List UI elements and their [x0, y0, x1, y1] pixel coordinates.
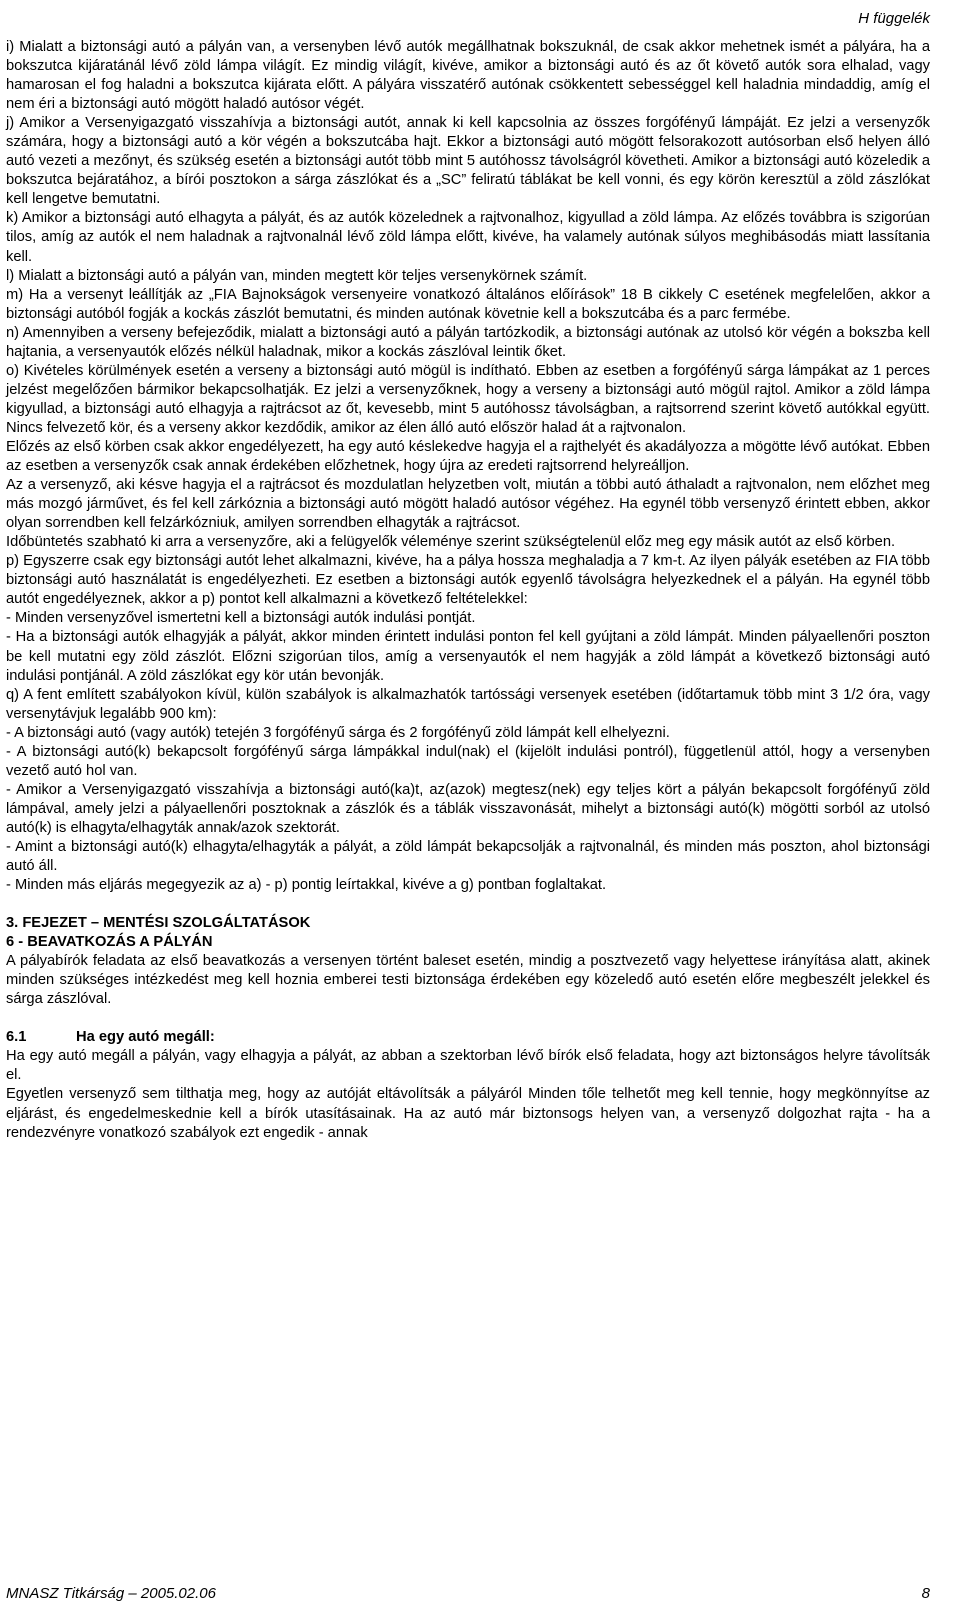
section-title: Ha egy autó megáll: [76, 1029, 215, 1046]
list-item: - A biztonsági autó(k) bekapcsolt forgófényű sárga lámpákkal indul(nak) el (kijelölt indulási pontról), függetlenül attól, hogy a versenyben vezető autó hol van. [6, 743, 930, 779]
footer-publisher: MNASZ Titkárság – 2005.02.06 [6, 1585, 216, 1602]
paragraph-time-penalty: Időbüntetés szabható ki arra a versenyzőre, aki a felügyelők véleménye szerint szükségtelenül előz meg egy másik autót az első körben. [6, 534, 896, 551]
page-number: 8 [921, 1585, 930, 1602]
document-body [6, 38, 930, 1143]
chapter-title: 3. FEJEZET – MENTÉSI SZOLGÁLTATÁSOK [6, 915, 311, 932]
paragraph-late-start: Az a versenyző, aki késve hagyja el a rajtrácsot és mozdulatlan helyzetben volt, miután a többi autó áthaladt a rajtvonalon, nem előzhet meg más mozgó járművet, és fel kell zárkóznia a biztonsági autó mögött haladó autósor végéhez. Ha egynél több versenyző érintett ebben, akkor olyan sorrendben kell felzárkózniuk, amilyen sorrendben elhagyták a rajtrácsot. [6, 477, 930, 532]
list-item: - Amint a biztonsági autó(k) elhagyta/elhagyták a pályát, a zöld lámpát bekapcsolják a rajtvonalnál, és minden más poszton, ahol biztonsági autó áll. [6, 838, 930, 875]
list-item: - Minden más eljárás megegyezik az a) - p) pontig leírtakkal, kivéve a g) pontban foglaltakat. [6, 877, 607, 894]
section-paragraph: Ha egy autó megáll a pályán, vagy elhagyja a pályát, az abban a szektorban lévő bírók első feladata, hogy azt biztonságos helyre távolítsák el. [6, 1048, 930, 1084]
paragraph-j: j) Amikor a Versenyigazgató visszahívja a biztonsági autót, annak ki kell kapcsolnia az összes forgófényű lámpáját. Ez jelzi a versenyzők számára, hogy a biztonsági autó a kör végén a bokszutcába hajt. Ekkor a biztonsági autó mögött felsorakozott autósorban első helyen álló autó vezeti a mezőnyt, és szükség esetén a biztonsági autót több mint 5 autóhossz távolságról követheti. Amikor a biztonsági autó közeledik a bokszutca bejáratához, a bírói posztokon a sárga zászlókat és a „SC” feliratú táblákat be kell vonni, és egy körön keresztül a zöld zászlókat kell lengetve bemutatni. [6, 115, 930, 208]
spacer [6, 895, 930, 914]
paragraph-m: m) Ha a versenyt leállítják az „FIA Bajnokságok versenyeire vonatkozó általános előírások” 18 B cikkely C esetének megfelelően, akkor a biztonsági autóból fogják a kockás zászlót bemutatni, és minden autónak követnie kell a bokszutcába és a parc fermébe. [6, 286, 930, 322]
paragraph-i: i) Mialatt a biztonsági autó a pályán van, a versenyben lévő autók megállhatnak bokszuknál, de csak akkor mehetnek ismét a pályára, ha a bokszutca kijáratánál lévő zöld lámpa világít. Ez mindig világít, kivéve, amikor a biztonsági autó és az őt követő autók sora elhalad, vagy hamarosan el fog haladni a bokszutca kijárata előtt. A pályára visszatérő autónak csökkentett sebességgel kell haladnia mindaddig, amíg el nem éri a biztonsági autó mögött haladó autósor végét. [6, 39, 930, 113]
section-heading [6, 1028, 930, 1047]
spacer [6, 1009, 930, 1028]
list-item: - Amikor a Versenyigazgató visszahívja a biztonsági autó(ka)t, az(azok) megtesz(nek) egy teljes kört a pályán bekapcsolt forgófényű zöld lámpával, amely jelzi a pályaellenőri posztoknak a zászlók és a táblák visszavonását, mihelyt a biztonsági autó(k) mögötti sorból az utolsó autó(k) is elhagyta/elhagyták annak/azok szektorát. [6, 781, 930, 836]
list-item: - A biztonsági autó (vagy autók) tetején 3 forgófényű sárga és 2 forgófényű zöld lámpát kell elhelyezni. [6, 724, 670, 741]
paragraph-q: q) A fent említett szabályokon kívül, külön szabályok is alkalmazhatók tartóssági versenyek esetében (időtartamuk több mint 3 1/2 óra, vagy versenytávjuk legalább 900 km): [6, 686, 930, 722]
paragraph-overtaking: Előzés az első körben csak akkor engedélyezett, ha egy autó késlekedve hagyja el a rajthelyét és akadályozza a mögötte lévő autókat. Ebben az esetben a versenyzők csak annak érdekében előzhetnek, hogy újra az eredeti rajtsorrend helyreálljon. [6, 438, 930, 475]
section-paragraph: Egyetlen versenyző sem tilthatja meg, hogy az autóját eltávolítsák a pályáról Minden tőle telhetőt meg kell tennie, hogy megkönnyítse az eljárást, és engedelmeskednie kell a bírók utasításainak. Ha az autó már biztonsogs helyen van, a versenyző dolgozhat rajta - ha a rendezvényre vonatkozó szabályok ezt engedik - annak [6, 1086, 930, 1141]
section-number: 6.1 [6, 1029, 27, 1046]
chapter-intro: A pályabírók feladata az első beavatkozás a versenyen történt baleset esetén, mindig a posztvezető vagy helyettese irányítása alatt, akinek minden szükséges intézkedést meg kell hoznia emberei testi biztonsága érdekében egy közeledő autó esetén előre megbeszélt jelekkel és sárga zászlóval. [6, 953, 930, 1008]
page-footer [6, 1585, 930, 1602]
list-item: - Minden versenyzővel ismertetni kell a biztonsági autók indulási pontját. [6, 610, 476, 627]
paragraph-l: l) Mialatt a biztonsági autó a pályán van, minden megtett kör teljes versenykörnek számít. [6, 267, 588, 284]
list-item: - Ha a biztonsági autók elhagyják a pályát, akkor minden érintett indulási ponton fel kell gyújtani a zöld lámpát. Minden pályaellenőri poszton be kell mutatni egy zöld zászlót. Előzni szigorúan tilos, amíg a versenyautók el nem hagyják a zöld lámpát a következő biztonsági autó indulási pontjánál. A zöld zászlókat egy kör után bevonják. [6, 629, 930, 684]
page-header: H függelék [858, 10, 930, 27]
paragraph-o: o) Kivételes körülmények esetén a verseny a biztonsági autó mögül is indítható. Ebben az esetben a forgófényű sárga lámpákat az 1 perces jelzést megelőzően bármikor bekapcsolhatják. Ez jelzi a versenyzőknek, hogy a verseny a biztonsági autó mögül rajtol. Amikor a zöld lámpa kigyullad, a biztonsági autó elhagyja a rajtrácsot az őt, kevesebb, mint 5 autóhossz távolságban, a rajtsorrend szerint követő autókkal együtt. Nincs felvezető kör, és a verseny akkor kezdődik, amikor az élen álló autó először halad át a rajtvonalon. [6, 362, 930, 436]
paragraph-k: k) Amikor a biztonsági autó elhagyta a pályát, és az autók közelednek a rajtvonalhoz, kigyullad a zöld lámpa. Az előzés továbbra is szigorúan tilos, amíg az autók el nem haladnak a rajtvonalnál lévő zöld lámpa előtt, kivéve, ha valamely autónak súlyos meghibásodás miatt lassítania kell. [6, 210, 930, 265]
chapter-subtitle: 6 - BEAVATKOZÁS A PÁLYÁN [6, 934, 213, 951]
paragraph-n: n) Amennyiben a verseny befejeződik, mialatt a biztonsági autó a pályán tartózkodik, a biztonsági autónak az utolsó kör végén a bokszba kell hajtania, a versenyautók előzés nélkül haladnak, mikor a kockás zászlóval leintik őket. [6, 324, 930, 360]
paragraph-p: p) Egyszerre csak egy biztonsági autót lehet alkalmazni, kivéve, ha a pálya hossza meghaladja a 7 km-t. Az ilyen pályák esetében az FIA több biztonsági autó használatát is engedélyezheti. Ez esetben a biztonsági autók egyenlő távolságra helyezkednek el a pályán. Ha egynél több autót engedélyeznek, akkor a p) pontot kell alkalmazni a következő feltételekkel: [6, 553, 930, 608]
